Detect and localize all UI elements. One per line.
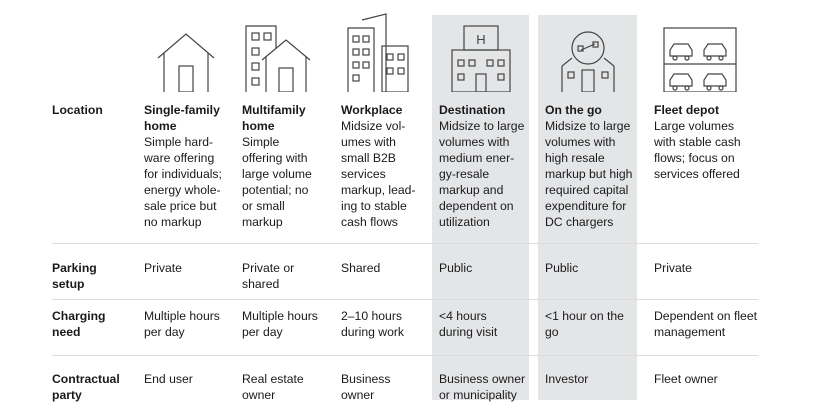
- cell-contract-multifamily: Real estate owner: [242, 372, 304, 402]
- cell-parking-workplace: Shared: [341, 261, 381, 275]
- column-description-on-the-go: Midsize to large volumes with high resale markup but high required capital expenditure for DC chargers: [545, 119, 633, 229]
- row-divider: [52, 299, 758, 300]
- cell-charging-destination: <4 hours during visit: [439, 309, 498, 339]
- row-divider: [52, 355, 758, 356]
- cell-location-multifamily: [242, 102, 320, 230]
- row-label-parking-setup: Parking setup: [52, 261, 97, 291]
- parking-garage-icon: [660, 8, 740, 92]
- column-title-single-family: Single-family home: [144, 103, 220, 133]
- cell-parking-multifamily: Private or shared: [242, 261, 295, 291]
- cell-parking-on-the-go: Public: [545, 261, 579, 275]
- svg-text:H: H: [476, 32, 486, 47]
- column-title-fleet-depot: Fleet depot: [654, 103, 720, 117]
- cell-contract-single-family: End user: [144, 372, 193, 386]
- column-title-on-the-go: On the go: [545, 103, 602, 117]
- column-description-fleet-depot: Large volumes with stable cash flows; focus on services offered: [654, 119, 741, 181]
- cell-parking-destination: Public: [439, 261, 473, 275]
- column-description-multifamily: Simple offering with large volume potential; no or small markup: [242, 135, 312, 229]
- cell-location-on-the-go: [545, 102, 637, 230]
- column-title-multifamily: Multifamily home: [242, 103, 306, 133]
- cell-charging-on-the-go: <1 hour on the go: [545, 309, 624, 339]
- cell-charging-multifamily: Multiple hours per day: [242, 309, 318, 339]
- cell-location-workplace: [341, 102, 421, 230]
- cell-location-destination: [439, 102, 527, 230]
- cell-location-fleet-depot: [654, 102, 746, 182]
- cell-contract-workplace: Business owner: [341, 372, 391, 402]
- row-label-contractual-party: Contractual party: [52, 372, 120, 402]
- charging-station-icon: [548, 8, 628, 92]
- row-label-location: Location: [52, 103, 103, 117]
- column-title-destination: Destination: [439, 103, 506, 117]
- cell-charging-workplace: 2–10 hours during work: [341, 309, 404, 339]
- cell-contract-destination: Business owner or municipality: [439, 372, 526, 402]
- cell-location-single-family: [144, 102, 230, 230]
- cell-charging-fleet-depot: Dependent on fleet management: [654, 309, 757, 339]
- cell-parking-single-family: Private: [144, 261, 182, 275]
- apartment-house-icon: [242, 8, 312, 92]
- column-title-workplace: Workplace: [341, 103, 403, 117]
- house-icon: [150, 8, 220, 92]
- hotel-icon: [440, 8, 524, 92]
- row-divider: [52, 243, 758, 244]
- cell-contract-on-the-go: Investor: [545, 372, 589, 386]
- column-description-single-family: Simple hard-ware offering for individuals; energy whole-sale price but no markup: [144, 135, 222, 229]
- column-description-destination: Midsize to large volumes with medium ener-gy-resale markup and dependent on utilization: [439, 119, 525, 229]
- office-buildings-icon: [342, 8, 422, 92]
- cell-charging-single-family: Multiple hours per day: [144, 309, 220, 339]
- column-description-workplace: Midsize vol-umes with small B2B services markup, lead-ing to stable cash flows: [341, 119, 416, 229]
- row-label-charging-need: Charging need: [52, 309, 106, 339]
- cell-contract-fleet-depot: Fleet owner: [654, 372, 718, 386]
- cell-parking-fleet-depot: Private: [654, 261, 692, 275]
